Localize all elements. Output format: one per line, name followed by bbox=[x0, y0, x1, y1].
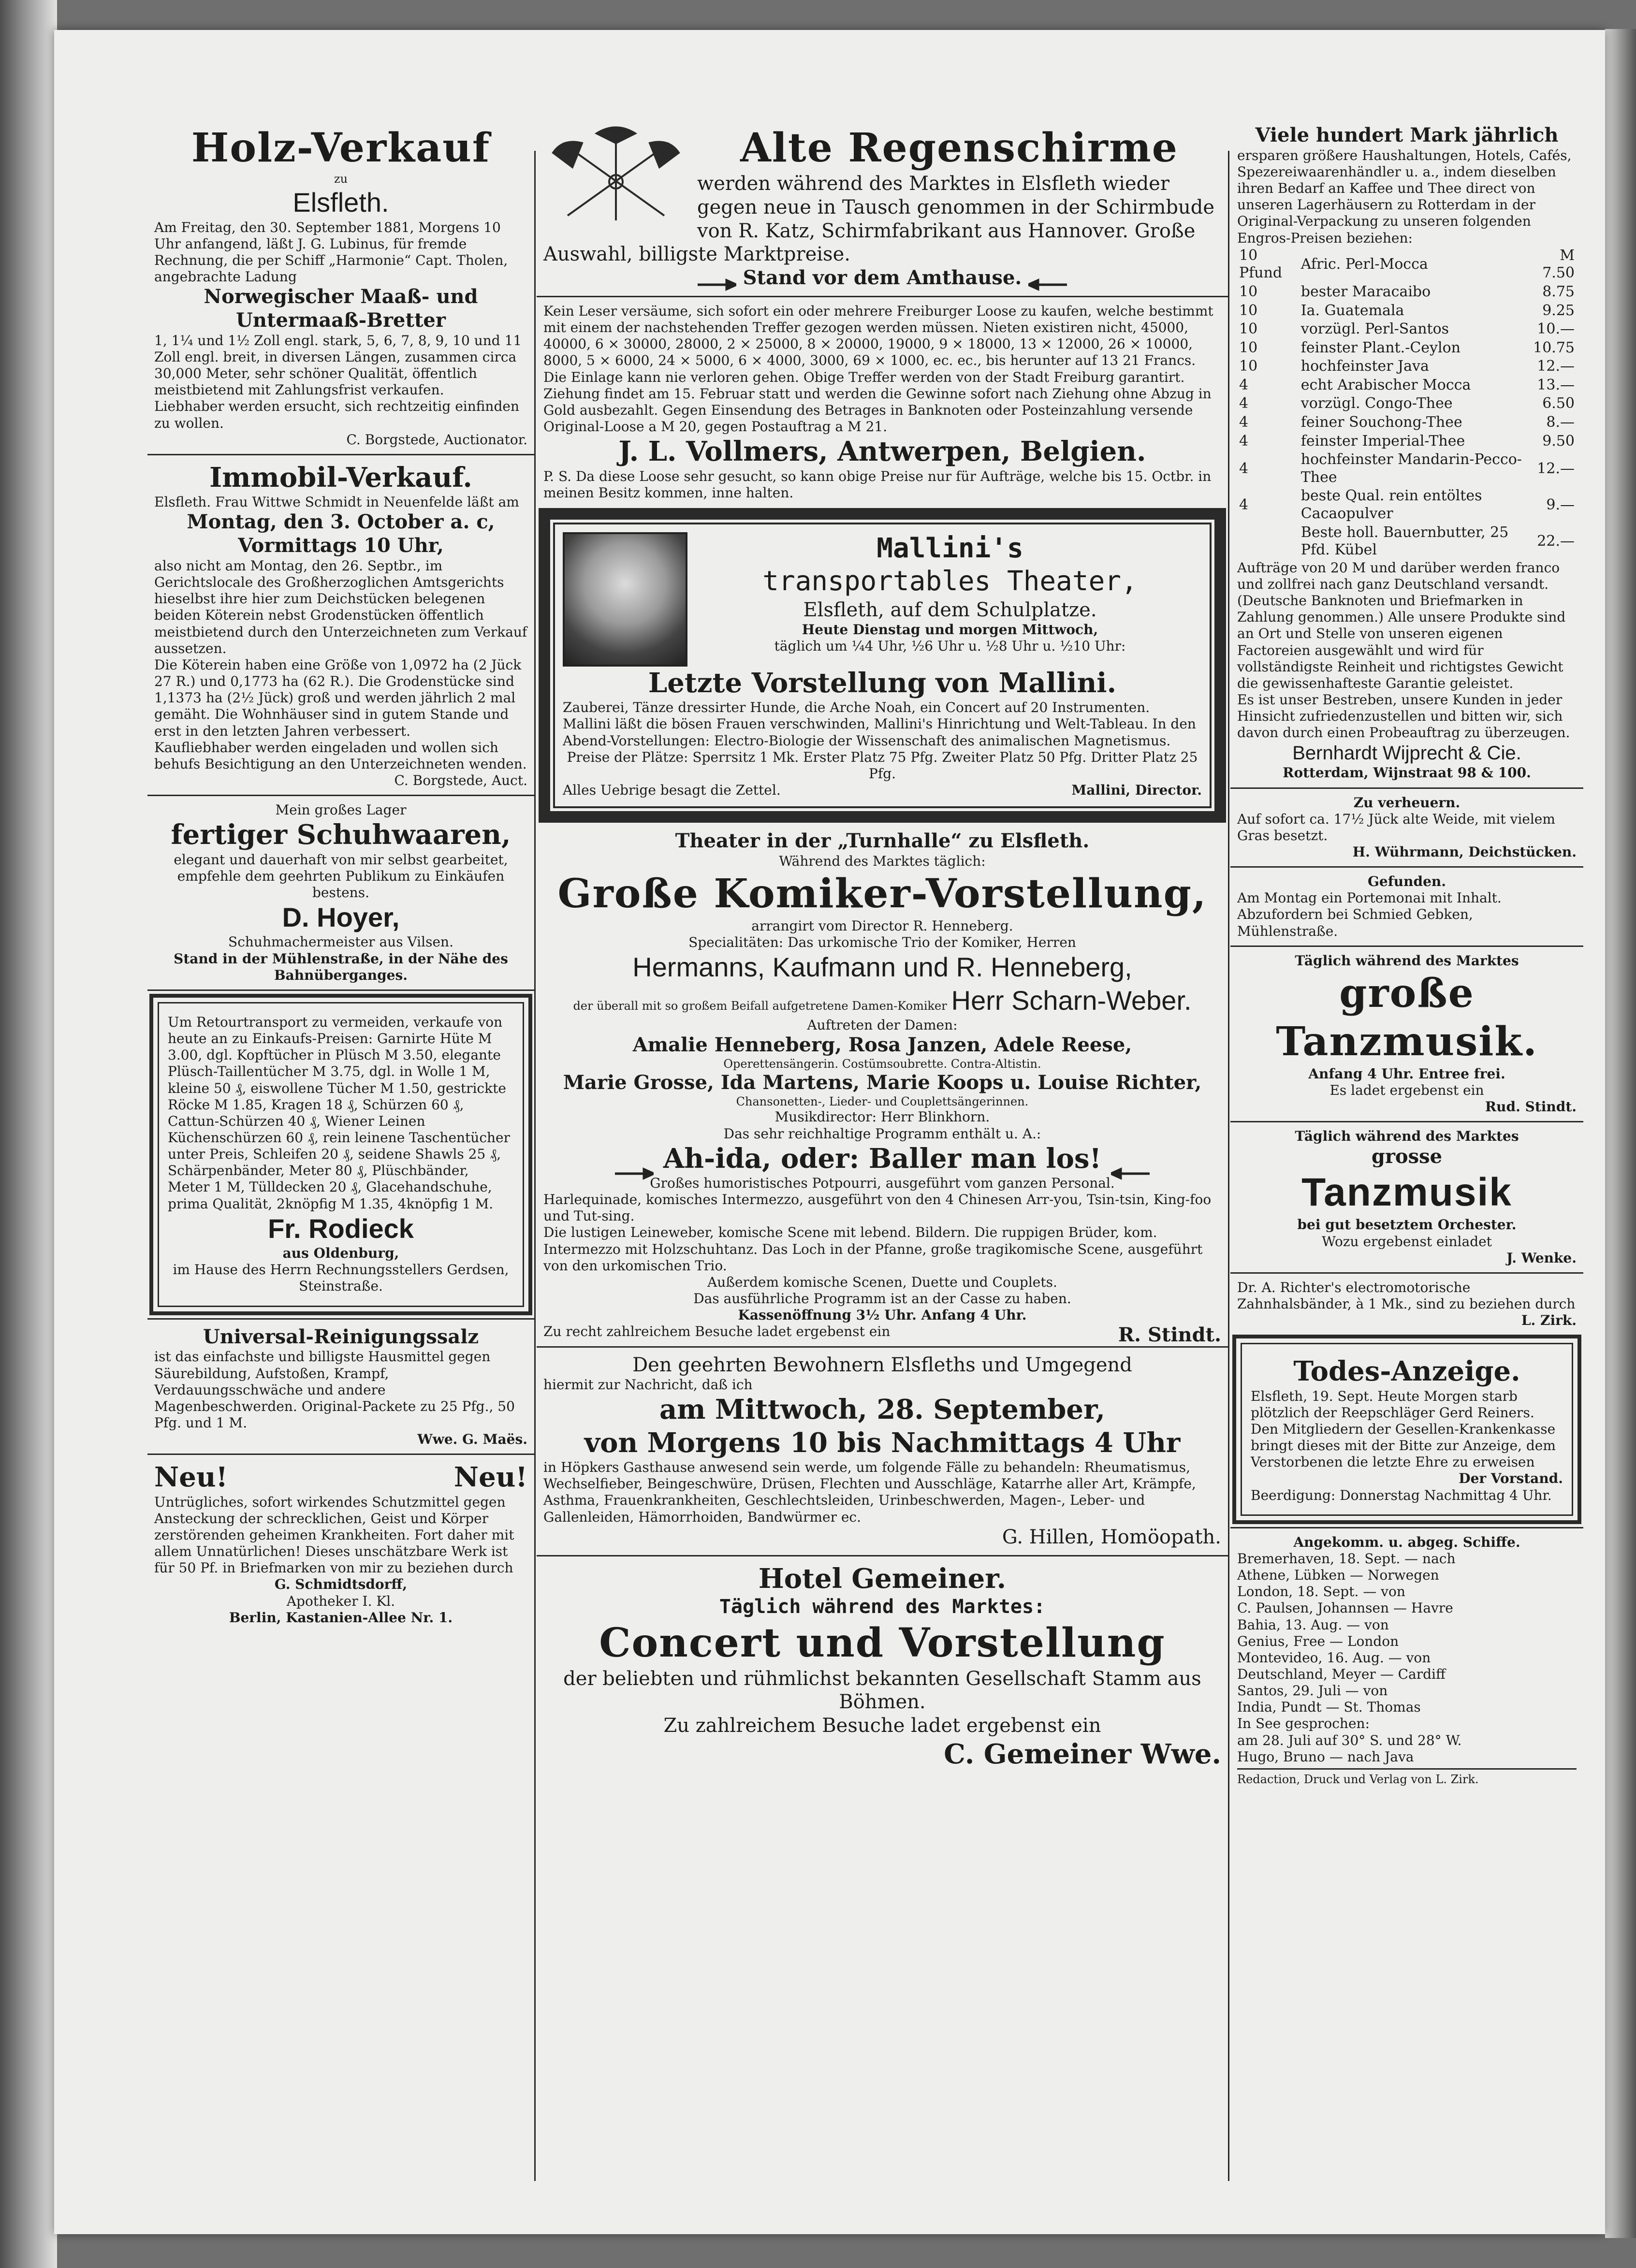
ad-body: der beliebten und rühmlichst bekannten Gesellschaft Stamm aus Böhmen. bbox=[563, 1667, 1201, 1714]
ad-names: Marie Grosse, Ida Martens, Marie Koops u. Louise Richter, bbox=[563, 1071, 1202, 1094]
price-quantity: 4 bbox=[1239, 376, 1249, 393]
ad-tanzmusik-stindt bbox=[1230, 950, 1583, 1119]
ad-title: Alte Regenschirme bbox=[740, 125, 1178, 171]
ad-subline: Täglich während des Marktes bbox=[1295, 952, 1519, 969]
price-row bbox=[1237, 432, 1577, 451]
ad-subline: Täglich während des Marktes bbox=[1295, 1128, 1519, 1145]
ad-names: Herr Scharn-Weber. bbox=[951, 985, 1192, 1016]
ad-place: Elsfleth. bbox=[292, 187, 389, 218]
price-value: 9.25 bbox=[1542, 302, 1575, 319]
price-row bbox=[1237, 247, 1577, 283]
ad-line: bei gut besetztem Orchester. bbox=[1297, 1217, 1517, 1233]
ad-signature: Der Vorstand. bbox=[1459, 1470, 1563, 1487]
ad-signature: C. Gemeiner Wwe. bbox=[944, 1738, 1221, 1771]
ad-keyword: Neu! bbox=[154, 1461, 228, 1494]
ad-body: also nicht am Montag, den 26. Septbr., im Gerichtslocale des Großherzoglichen Amtsgerichts hieselbst ihre hier zum Deichstücken belegenen beiden Köterein nebst Grodenstücken öffentlich meistbietend durch den Unterzeichneten zum Verkauf aussetzen. bbox=[154, 557, 527, 656]
ad-signature: C. Borgstede, Auctionator. bbox=[346, 431, 527, 448]
ad-subline: zu bbox=[334, 172, 348, 186]
price-item: bester Maracaibo bbox=[1300, 283, 1431, 300]
right-column bbox=[1230, 121, 1583, 2161]
price-value: 13.— bbox=[1537, 376, 1575, 393]
ad-subtitle: transportables Theater, bbox=[762, 566, 1138, 597]
ad-line: Es ladet ergebenst ein bbox=[1329, 1082, 1484, 1099]
ad-signature: H. Wührmann, Deichstücken. bbox=[1352, 843, 1577, 860]
ship-entry: am 28. Juli auf 30° S. und 28° W. bbox=[1237, 1732, 1462, 1748]
price-value: 8.— bbox=[1546, 414, 1575, 431]
price-row bbox=[1237, 283, 1577, 302]
ad-body: Die lustigen Leineweber, komische Scene mit lebend. Bildern. Die ruppigen Brüder, kom. Intermezzo mit Holzschuhtanz. Das Loch in der Pfanne, große tragikomische Scene, ausgeführt von den urkomischen Trio. bbox=[543, 1224, 1203, 1274]
ad-title: Mallini's bbox=[876, 532, 1023, 564]
price-value: 10.75 bbox=[1533, 339, 1575, 356]
divider bbox=[537, 1555, 1228, 1556]
ad-line: Das ausführliche Programm ist an der Casse zu haben. bbox=[693, 1291, 1071, 1307]
ad-intro: Den geehrten Bewohnern Elsfleths und Umgegend bbox=[632, 1353, 1132, 1376]
ad-neu bbox=[147, 1458, 534, 1629]
portrait-image bbox=[563, 532, 687, 667]
ad-body: Zauberei, Tänze dressirter Hunde, die Arche Noah, ein Concert auf 20 Instrumenten. Mallini läßt die bösen Frauen verschwinden, Mallini's Hinrichtung und Welt-Tableau. In den Abend-Vorstellungen: Electro-Biologie der Wissenschaft des animalischen Magnetismus. bbox=[563, 699, 1196, 749]
ad-footer: Alles Uebrige besagt die Zettel. bbox=[563, 782, 781, 798]
ship-entry: Hugo, Bruno — nach Java bbox=[1237, 1748, 1414, 1765]
ad-subline: Während des Marktes täglich: bbox=[779, 853, 986, 869]
price-item: feiner Souchong-Thee bbox=[1300, 414, 1462, 431]
ship-entry: In See gesprochen: bbox=[1237, 1716, 1370, 1732]
ad-names: Amalie Henneberg, Rosa Janzen, Adele Reese, bbox=[632, 1033, 1132, 1057]
ad-body: werden während des Marktes in Elsfleth wieder gegen neue in Tausch genommen in der Schirmbude von R. Katz, Schirmfabrikant aus Hannover. Große Auswahl, billigste Marktpreise. bbox=[543, 173, 1215, 266]
ad-body: Die Köterein haben eine Größe von 1,0972 ha (2 Jück 27 R.) und 0,1773 ha (62 R.). Die Grodenstücke sind 1,1373 ha (2½ Jück) groß und werden jährlich 2 mal gemäht. Die Wohnhäuser sind in gutem Stande und erst in den letzten Jahren verbessert. bbox=[154, 656, 522, 739]
ad-origin: aus Oldenburg, bbox=[282, 1245, 399, 1262]
ad-signature: G. Hillen, Homöopath. bbox=[1002, 1526, 1221, 1548]
ad-mallini-theater bbox=[539, 508, 1226, 823]
column-rule bbox=[534, 151, 536, 2181]
price-value: 22.— bbox=[1537, 532, 1575, 550]
ad-body: Aufträge von 20 M und darüber werden franco und zollfrei nach ganz Deutschland versandt. (Deutsche Banknoten und Briefmarken in Zahlung genommen.) Alle unsere Produkte sind an Ort und Stelle von unseren eigenen Factoreien ausgewählt und wird für vollständigste Reinheit und richtigstes Gewicht die gewissenhafteste Garantie geleistet. bbox=[1237, 559, 1566, 691]
price-value: 10.— bbox=[1537, 320, 1575, 338]
price-quantity: 4 bbox=[1239, 414, 1249, 431]
ad-body: hiermit zur Nachricht, daß ich bbox=[543, 1377, 753, 1393]
ad-title: Viele hundert Mark jährlich bbox=[1255, 124, 1559, 146]
pointing-hand-icon bbox=[1111, 1154, 1150, 1167]
column-rule bbox=[1228, 151, 1229, 2181]
ad-line: der überall mit so großem Beifall aufgetretene Damen-Komiker bbox=[573, 999, 947, 1013]
ad-line: grosse bbox=[1371, 1145, 1443, 1168]
ad-subline: Täglich während des Marktes: bbox=[719, 1595, 1046, 1618]
ad-rodieck bbox=[149, 994, 532, 1315]
price-item: Ia. Guatemala bbox=[1300, 302, 1404, 319]
pointing-hand-icon bbox=[698, 273, 736, 286]
divider bbox=[1230, 866, 1583, 868]
ad-headline: große Tanzmusik. bbox=[1276, 970, 1538, 1065]
ad-postscript: P. S. Da diese Loose sehr gesucht, so kann obige Preise nur für Aufträge, welche bis 15. Octbr. in meinen Besitz kommen, inne halten. bbox=[543, 468, 1212, 501]
ad-signature: R. Stindt. bbox=[1118, 1323, 1221, 1347]
ad-body: Dr. A. Richter's electromotorische Zahnhalsbänder, à 1 Mk., sind zu beziehen durch bbox=[1237, 1279, 1576, 1312]
ad-schuhwaaren bbox=[147, 799, 534, 987]
ad-signature: C. Borgstede, Auct. bbox=[394, 772, 527, 789]
ad-name: D. Hoyer, bbox=[282, 902, 400, 933]
ad-body: Elsfleth. Frau Wittwe Schmidt in Neuenfelde läßt am bbox=[154, 494, 519, 510]
ad-body: Harlequinade, komisches Intermezzo, ausgeführt von den 4 Chinesen Arr-you, Tsin-tsin, King-foo und Tut-sing. bbox=[543, 1192, 1212, 1224]
price-row bbox=[1237, 357, 1577, 376]
pointing-hand-icon bbox=[615, 1154, 654, 1167]
divider bbox=[1230, 1121, 1583, 1122]
ad-title-line: Apotheker I. Kl. bbox=[286, 1593, 395, 1609]
ship-list bbox=[1237, 1551, 1577, 1765]
ad-gefunden bbox=[1230, 871, 1583, 943]
ad-title: Immobil-Verkauf. bbox=[209, 461, 472, 494]
price-list bbox=[1237, 247, 1577, 560]
ad-body: 1, 1¼ und 1½ Zoll engl. stark, 5, 6, 7, 8, 9, 10 und 11 Zoll engl. breit, in diversen Längen, zusammen circa 30,000 Meter, sehr schöner Qualität, öffentlich meistbietend mit Zahlungsfrist verkaufen. bbox=[154, 332, 522, 398]
ad-kaffee-thee bbox=[1230, 121, 1583, 785]
ad-line: Außerdem komische Scenen, Duette und Couplets. bbox=[707, 1274, 1057, 1290]
ad-names: Hermanns, Kaufmann und R. Henneberg, bbox=[632, 952, 1132, 983]
ad-line: Anfang 4 Uhr. Entree frei. bbox=[1308, 1065, 1505, 1082]
ad-headline: Tanzmusik bbox=[1301, 1170, 1512, 1215]
price-row bbox=[1237, 376, 1577, 395]
ship-entry: C. Paulsen, Johannsen — Havre bbox=[1237, 1600, 1453, 1616]
divider bbox=[1230, 945, 1583, 947]
ad-date: am Mittwoch, 28. September, bbox=[659, 1394, 1105, 1426]
ad-roles: Chansonetten-, Lieder- und Couplettsängerinnen. bbox=[736, 1095, 1029, 1109]
price-quantity: 10 bbox=[1239, 283, 1258, 300]
ad-signature: Mallini, Director. bbox=[1071, 782, 1202, 798]
ad-prices: Preise der Plätze: Sperrsitz 1 Mk. Erster Platz 75 Pfg. Zweiter Platz 50 Pfg. Dritter Platz 25 Pfg. bbox=[567, 749, 1198, 782]
price-row bbox=[1237, 451, 1577, 487]
divider bbox=[1230, 1272, 1583, 1274]
price-value: 9.50 bbox=[1542, 432, 1575, 450]
ad-address: Rotterdam, Wijnstraat 98 & 100. bbox=[1283, 765, 1531, 781]
ad-freiburger-loose bbox=[537, 300, 1228, 504]
price-row bbox=[1237, 413, 1577, 432]
book-spine bbox=[0, 0, 57, 2268]
price-item: Afric. Perl-Mocca bbox=[1300, 256, 1428, 273]
ad-feature: Ah-ida, oder: Baller man los! bbox=[663, 1142, 1102, 1175]
ad-line: Auftreten der Damen: bbox=[807, 1017, 958, 1033]
price-value: M 7.50 bbox=[1542, 247, 1575, 282]
ad-date: Montag, den 3. October a. c, Vormittags 10 Uhr, bbox=[187, 510, 495, 557]
umbrella-icon bbox=[543, 124, 688, 225]
ad-title: Todes-Anzeige. bbox=[1293, 1355, 1520, 1388]
price-row bbox=[1237, 339, 1577, 358]
price-value: 12.— bbox=[1537, 358, 1575, 375]
price-item: vorzügl. Perl-Santos bbox=[1300, 320, 1449, 338]
ad-name: G. Schmidtsdorff, bbox=[274, 1576, 408, 1593]
ad-body: Kein Leser versäume, sich sofort ein oder mehrere Freiburger Loose zu kaufen, welche bestimmt mit einem der nachstehenden Treffer gezogen werden müssen. Nieten existiren nicht, 45000, 40000, 6 × 30000, 28000, 2 × 25000, 8 × 20000, 19000, 9 × 18000, 13 × 12000, 26 × 10000, 8000, 5 × 6000, 24 × 5000, 6 × 4000, 3000, 69 × 1000, ec. ec., bis herunter auf 13 21 Francs. Die Einlage kann nie verloren gehen. Obige Treffer werden von der Stadt Freiburg garantirt. Ziehung findet am 15. Februar statt und werden die Gewinne sofort nach Ziehung ohne Abzug in Gold ausbezahlt. Gegen Einsendung des Betrages in Banknoten oder Posteinzahlung versende Original-Loose a M 20, gegen Postauftrag a M 21. bbox=[543, 303, 1213, 435]
ad-location: Stand vor dem Amthause. bbox=[743, 266, 1022, 290]
ship-entry: London, 18. Sept. — von bbox=[1237, 1584, 1405, 1600]
ship-entry: Genius, Free — London bbox=[1237, 1633, 1399, 1649]
price-row bbox=[1237, 523, 1577, 560]
pointing-hand-icon bbox=[1028, 273, 1067, 286]
ad-line: Das sehr reichhaltige Programm enthält u. A.: bbox=[723, 1125, 1041, 1142]
price-item: vorzügl. Congo-Thee bbox=[1300, 395, 1453, 412]
ad-keyword: Neu! bbox=[453, 1461, 527, 1494]
ship-entry: Athene, Lübken — Norwegen bbox=[1237, 1567, 1439, 1584]
ad-body: Elsfleth, 19. Sept. Heute Morgen starb plötzlich der Reepschläger Gerd Reiners. Den Mitgliedern der Gesellen-Krankenkasse bringt dieses mit der Bitte zur Anzeige, dem Verstorbenen die letzte Ehre zu erweisen bbox=[1251, 1388, 1556, 1470]
ad-body: Kaufliebhaber werden eingeladen und wollen sich behufs Besichtigung an den Unterzeichneten wenden. bbox=[154, 739, 527, 772]
ad-tanzmusik-wenke bbox=[1230, 1125, 1583, 1269]
ad-body: in Höpkers Gasthause anwesend sein werde, um folgende Fälle zu behandeln: Rheumatismus, Wechselfieber, Beingeschwüre, Drüsen, Flechten und Ausschläge, Katarrhe aller Art, Krämpfe, Asthma, Frauenkrankheiten, Geschlechtsleiden, Urinbeschwerden, Magen-, Leber- und Gallenleiden, Hämorrhoiden, Bandwürmer ec. bbox=[543, 1459, 1196, 1525]
ad-title: Holz-Verkauf bbox=[191, 125, 491, 171]
shipping-news bbox=[1230, 1531, 1583, 1789]
ad-name: J. L. Vollmers, Antwerpen, Belgien. bbox=[618, 436, 1146, 468]
price-quantity: 10 bbox=[1239, 302, 1258, 319]
ad-title: Zu verheuern. bbox=[1353, 794, 1461, 811]
ship-entry: Deutschland, Meyer — Cardiff bbox=[1237, 1666, 1446, 1683]
ad-body: Untrügliches, sofort wirkendes Schutzmittel gegen Ansteckung der schrecklichen, Geist und Körper zerstörenden geheimen Krankheiten. Fort daher mit allem Unnatürlichen! Dieses unschätzbare Werk ist für 50 Pf. in Briefmarken von mir zu beziehen durch bbox=[154, 1494, 514, 1576]
divider bbox=[537, 296, 1228, 297]
page-edge bbox=[1605, 29, 1636, 2238]
ad-title: Gefunden. bbox=[1368, 873, 1446, 890]
ship-entry: Santos, 29. Juli — von bbox=[1237, 1683, 1388, 1699]
ad-address: im Hause des Herrn Rechnungsstellers Gerdsen, Steinstraße. bbox=[173, 1262, 509, 1294]
ad-body: Am Freitag, den 30. September 1881, Morgens 10 Uhr anfangend, läßt J. G. Lubinus, für fremde Rechnung, die per Schiff „Harmonie“ Capt. Tholen, angebrachte Ladung bbox=[154, 219, 508, 285]
ad-zahnhalsbaender bbox=[1230, 1277, 1583, 1332]
ad-title: Angekomm. u. abgeg. Schiffe. bbox=[1293, 1534, 1520, 1550]
ad-name: Fr. Rodieck bbox=[268, 1213, 414, 1244]
price-item: beste Qual. rein entöltes Cacaopulver bbox=[1300, 487, 1482, 523]
ad-times: täglich um ¼4 Uhr, ½6 Uhr u. ½8 Uhr u. ½10 Uhr: bbox=[774, 638, 1126, 654]
ad-signature: Wwe. G. Maës. bbox=[417, 1431, 527, 1448]
price-row bbox=[1237, 302, 1577, 320]
ad-headline: Letzte Vorstellung von Mallini. bbox=[648, 667, 1117, 699]
price-quantity: 10 Pfund bbox=[1239, 247, 1283, 282]
ad-reinigungssalz bbox=[147, 1323, 534, 1451]
ad-body: ersparen größere Haushaltungen, Hotels, Cafés, Spezereiwaarenhändler u. a., indem dieselben ihren Bedarf an Kaffee und Thee direct von unseren Lagerhäusern zu Rotterdam in der Original-Verpackung zu unseren folgenden Engros-Preisen beziehen: bbox=[1237, 147, 1572, 246]
ad-holz-verkauf bbox=[147, 121, 534, 451]
price-value: 9.— bbox=[1546, 496, 1575, 513]
ad-title: Theater in der „Turnhalle“ zu Elsfleth. bbox=[675, 829, 1090, 853]
ad-body: Es ist unser Bestreben, unsere Kunden in jeder Hinsicht zufriedenzustellen und bitten wir, sich davon durch einen Probeauftrag zu überzeugen. bbox=[1237, 692, 1570, 741]
ship-entry: India, Pundt — St. Thomas bbox=[1237, 1699, 1421, 1716]
left-column bbox=[147, 121, 534, 2161]
divider bbox=[147, 989, 534, 991]
ad-title: Universal-Reinigungssalz bbox=[203, 1325, 479, 1348]
ad-title: fertiger Schuhwaaren, bbox=[171, 819, 511, 851]
ad-line: Musikdirector: Herr Blinkhorn. bbox=[774, 1109, 990, 1125]
price-quantity bbox=[1237, 523, 1299, 560]
price-item: hochfeinster Java bbox=[1300, 358, 1429, 375]
price-item: Beste holl. Bauernbutter, 25 Pfd. Kübel bbox=[1300, 523, 1509, 559]
ad-body: Beerdigung: Donnerstag Nachmittag 4 Uhr. bbox=[1251, 1487, 1552, 1503]
ad-body: Liebhaber werden ersucht, sich rechtzeitig einfinden zu wollen. bbox=[154, 398, 519, 431]
ad-address: Berlin, Kastanien-Allee Nr. 1. bbox=[229, 1609, 453, 1626]
ad-turnhalle bbox=[537, 827, 1228, 1347]
ad-intro: Mein großes Lager bbox=[275, 802, 407, 818]
ad-headline: Große Komiker-Vorstellung, bbox=[557, 871, 1207, 917]
ad-hillen bbox=[537, 1351, 1228, 1552]
ad-line: Großes humoristisches Potpourri, ausgeführt vom ganzen Personal. bbox=[650, 1175, 1115, 1191]
ad-line: Kassenöffnung 3½ Uhr. Anfang 4 Uhr. bbox=[738, 1307, 1027, 1323]
divider bbox=[147, 795, 534, 796]
divider bbox=[1230, 787, 1583, 789]
ad-signature: L. Zirk. bbox=[1521, 1312, 1577, 1329]
ad-signature: Rud. Stindt. bbox=[1485, 1099, 1577, 1115]
ad-roles: Operettensängerin. Costümsoubrette. Contra-Altistin. bbox=[723, 1057, 1041, 1071]
price-item: feinster Imperial-Thee bbox=[1300, 432, 1465, 450]
ad-body: elegant und dauerhaft von mir selbst gearbeitet, empfehle dem geehrten Publikum zu Einkäufen bestens. bbox=[174, 851, 508, 901]
price-item: hochfeinster Mandarin-Pecco-Thee bbox=[1300, 451, 1522, 486]
divider bbox=[147, 1318, 534, 1320]
ad-place: Elsfleth, auf dem Schulplatze. bbox=[803, 598, 1097, 621]
newspaper-page bbox=[54, 30, 1605, 2234]
ad-line: arrangirt vom Director R. Henneberg. bbox=[751, 918, 1013, 934]
price-quantity: 10 bbox=[1239, 358, 1258, 375]
ad-firm: Bernhardt Wijprecht & Cie. bbox=[1292, 742, 1521, 764]
price-quantity: 4 bbox=[1239, 460, 1249, 477]
divider bbox=[1237, 1768, 1577, 1770]
ad-body: Auf sofort ca. 17½ Jück alte Weide, mit vielem Gras besetzt. bbox=[1237, 811, 1555, 843]
ad-time: von Morgens 10 bis Nachmittags 4 Uhr bbox=[584, 1426, 1181, 1459]
center-column bbox=[537, 121, 1228, 2161]
ad-heading: Norwegischer Maaß- und Untermaaß-Bretter bbox=[204, 285, 478, 332]
price-value: 8.75 bbox=[1542, 283, 1575, 300]
price-item: feinster Plant.-Ceylon bbox=[1300, 339, 1461, 356]
price-quantity: 4 bbox=[1239, 432, 1249, 450]
ad-line: Zu zahlreichem Besuche ladet ergebenst ein bbox=[663, 1715, 1101, 1737]
ad-trade: Schuhmachermeister aus Vilsen. bbox=[228, 934, 453, 950]
ad-line: Zu recht zahlreichem Besuche ladet ergebenst ein bbox=[543, 1323, 891, 1340]
price-value: 6.50 bbox=[1542, 395, 1575, 412]
price-quantity: 4 bbox=[1239, 496, 1249, 513]
divider bbox=[147, 454, 534, 455]
ad-line: Specialitäten: Das urkomische Trio der Komiker, Herren bbox=[688, 934, 1076, 951]
ad-regenschirme bbox=[537, 121, 1228, 293]
price-row bbox=[1237, 487, 1577, 523]
ad-location: Stand in der Mühlenstraße, in der Nähe des Bahnüberganges. bbox=[174, 950, 508, 983]
ad-signature: J. Wenke. bbox=[1506, 1250, 1577, 1266]
price-item: echt Arabischer Mocca bbox=[1300, 376, 1471, 393]
imprint: Redaction, Druck und Verlag von L. Zirk. bbox=[1237, 1772, 1479, 1786]
ad-days: Heute Dienstag und morgen Mittwoch, bbox=[802, 622, 1098, 638]
ad-todes-anzeige bbox=[1232, 1335, 1581, 1524]
price-row bbox=[1237, 394, 1577, 413]
ad-line: Wozu ergebenst einladet bbox=[1322, 1233, 1492, 1250]
price-quantity: 10 bbox=[1239, 320, 1258, 338]
divider bbox=[1230, 1527, 1583, 1528]
ad-body: Am Montag ein Portemonai mit Inhalt. Abzufordern bei Schmied Gebken, Mühlenstraße. bbox=[1237, 890, 1502, 939]
price-quantity: 10 bbox=[1239, 339, 1258, 356]
ad-hotel-gemeiner bbox=[537, 1559, 1228, 1774]
ad-immobil-verkauf bbox=[147, 458, 534, 792]
ship-entry: Montevideo, 16. Aug. — von bbox=[1237, 1649, 1431, 1666]
price-value: 12.— bbox=[1537, 460, 1575, 477]
ad-body: Um Retourtransport zu vermeiden, verkaufe von heute an zu Einkaufs-Preisen: Garnirte Hüte M 3.00, dgl. Kopftücher in Plüsch M 3.50, elegante Plüsch-Taillentücher M 3.75, dgl. in Wolle 1 M, kleine 50 ₰, eiswollene Tücher M 1.50, gestrickte Röcke M 1.85, Kragen 18 ₰, Schürzen 60 ₰, Cattun-Schürzen 40 ₰, Wiener Leinen Küchenschürzen 60 ₰, rein leinene Taschentücher unter Preis, Schleifen 20 ₰, seidene Shawls 25 ₰, Schärpenbänder, Meter 80 ₰, Plüschbänder, Meter 1 M, Tülldecken 20 ₰, Glacehandschuhe, prima Qualität, 2knöpfig M 1.35, 4knöpfig 1 M. bbox=[168, 1014, 511, 1212]
ad-body: ist das einfachste und billigste Hausmittel gegen Säurebildung, Aufstoßen, Krampf, Verdauungsschwäche und andere Magenbeschwerden. Original-Packete zu 25 Pfg., 50 Pfg. und 1 M. bbox=[154, 1349, 515, 1431]
price-row bbox=[1237, 320, 1577, 339]
ad-title: Hotel Gemeiner. bbox=[758, 1562, 1007, 1595]
ad-verheuern bbox=[1230, 792, 1583, 864]
price-quantity: 4 bbox=[1239, 395, 1249, 412]
divider bbox=[147, 1454, 534, 1455]
ad-headline: Concert und Vorstellung bbox=[599, 1619, 1166, 1666]
ship-entry: Bahia, 13. Aug. — von bbox=[1237, 1616, 1389, 1633]
ship-entry: Bremerhaven, 18. Sept. — nach bbox=[1237, 1550, 1456, 1567]
